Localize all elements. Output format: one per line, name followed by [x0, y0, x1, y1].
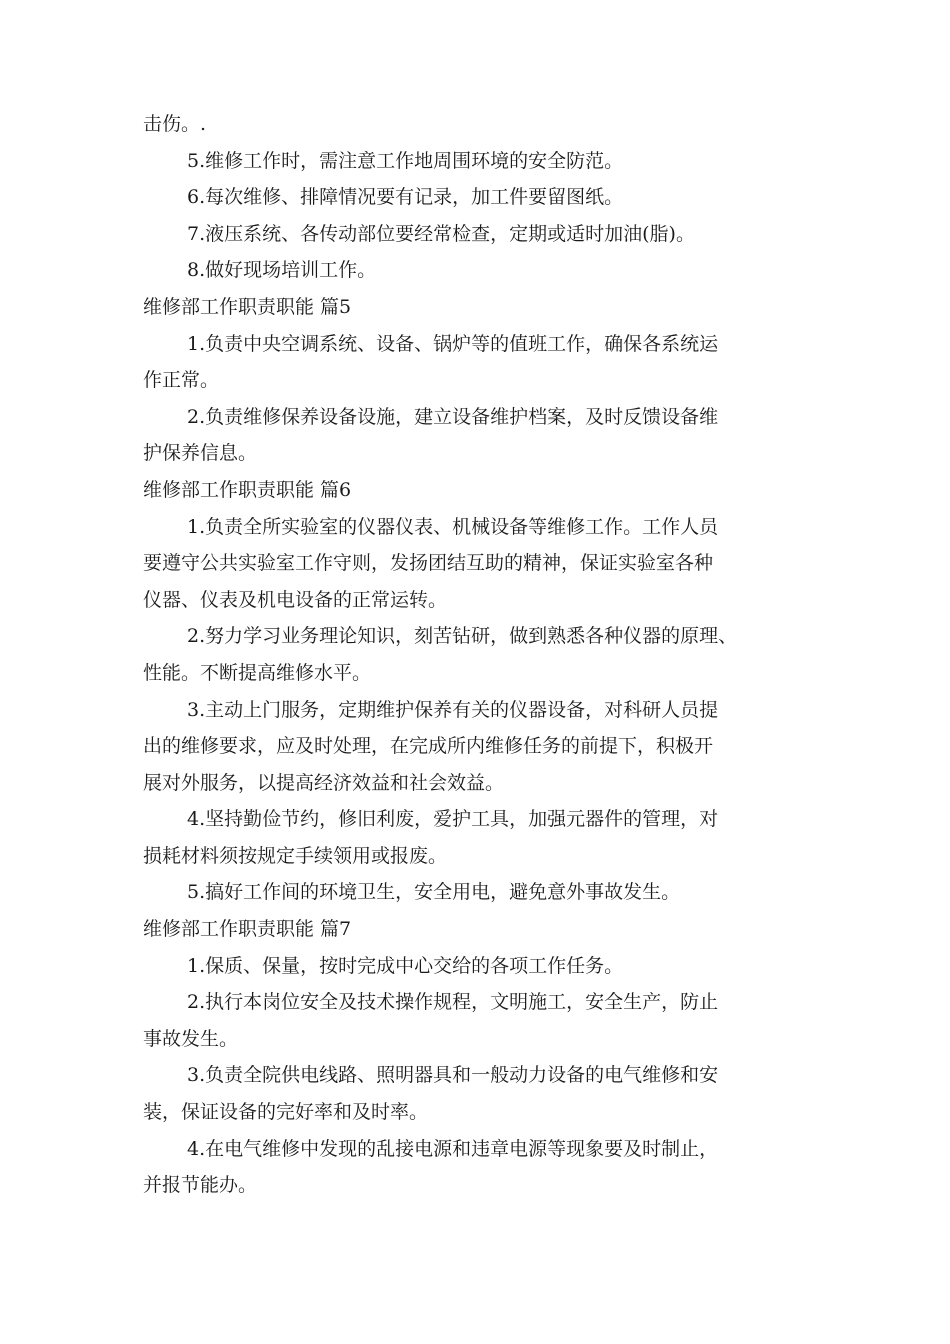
text-line: 展对外服务，以提高经济效益和社会效益。	[143, 771, 505, 794]
text-line: 4.在电气维修中发现的乱接电源和违章电源等现象要及时制止，	[187, 1137, 719, 1160]
text-line: 护保养信息。	[143, 442, 258, 465]
text-line: 装，保证设备的完好率和及时率。	[143, 1101, 429, 1124]
text-line: 仪器、仪表及机电设备的正常运转。	[143, 588, 448, 611]
text-line: 2.负责维修保养设备设施，建立设备维护档案，及时反馈设备维	[187, 405, 719, 428]
text-line: 出的维修要求，应及时处理，在完成所内维修任务的前提下，积极开	[143, 735, 714, 758]
text-line: 5.搞好工作间的环境卫生，安全用电，避免意外事故发生。	[187, 881, 681, 904]
text-line: 5.维修工作时，需注意工作地周围环境的安全防范。	[187, 149, 624, 172]
text-line: 8.做好现场培训工作。	[187, 259, 377, 282]
text-line: 要遵守公共实验室工作守则，发扬团结互助的精神，保证实验室各种	[143, 552, 714, 575]
section-heading: 维修部工作职责职能 篇5	[143, 295, 352, 318]
text-line: 性能。不断提高维修水平。	[143, 661, 372, 684]
text-line: 2.努力学习业务理论知识，刻苦钻研，做到熟悉各种仪器的原理、	[187, 625, 738, 648]
text-line: 6.每次维修、排障情况要有记录，加工件要留图纸。	[187, 186, 624, 209]
text-line: 3.主动上门服务，定期维护保养有关的仪器设备，对科研人员提	[187, 698, 719, 721]
text-line: 2.执行本岗位安全及技术操作规程，文明施工，安全生产，防止	[187, 991, 719, 1014]
section-heading: 维修部工作职责职能 篇6	[143, 478, 352, 501]
text-line: 7.液压系统、各传动部位要经常检查，定期或适时加油(脂)。	[187, 222, 695, 245]
section-heading: 维修部工作职责职能 篇7	[143, 918, 352, 941]
text-line: 1.负责中央空调系统、设备、锅炉等的值班工作，确保各系统运	[187, 332, 719, 355]
text-line: 1.负责全所实验室的仪器仪表、机械设备等维修工作。工作人员	[187, 515, 719, 538]
document-page	[143, 106, 823, 1204]
text-line: 作正常。	[143, 369, 220, 392]
text-line: 击伤。.	[143, 113, 207, 135]
text-line: 3.负责全院供电线路、照明器具和一般动力设备的电气维修和安	[187, 1064, 719, 1087]
text-line: 事故发生。	[143, 1027, 239, 1050]
text-line: 损耗材料须按规定手续领用或报废。	[143, 844, 448, 867]
text-line: 并报节能办。	[143, 1174, 258, 1197]
text-line: 1.保质、保量，按时完成中心交给的各项工作任务。	[187, 954, 624, 977]
text-line: 4.坚持勤俭节约，修旧利废，爱护工具，加强元器件的管理，对	[187, 808, 719, 831]
